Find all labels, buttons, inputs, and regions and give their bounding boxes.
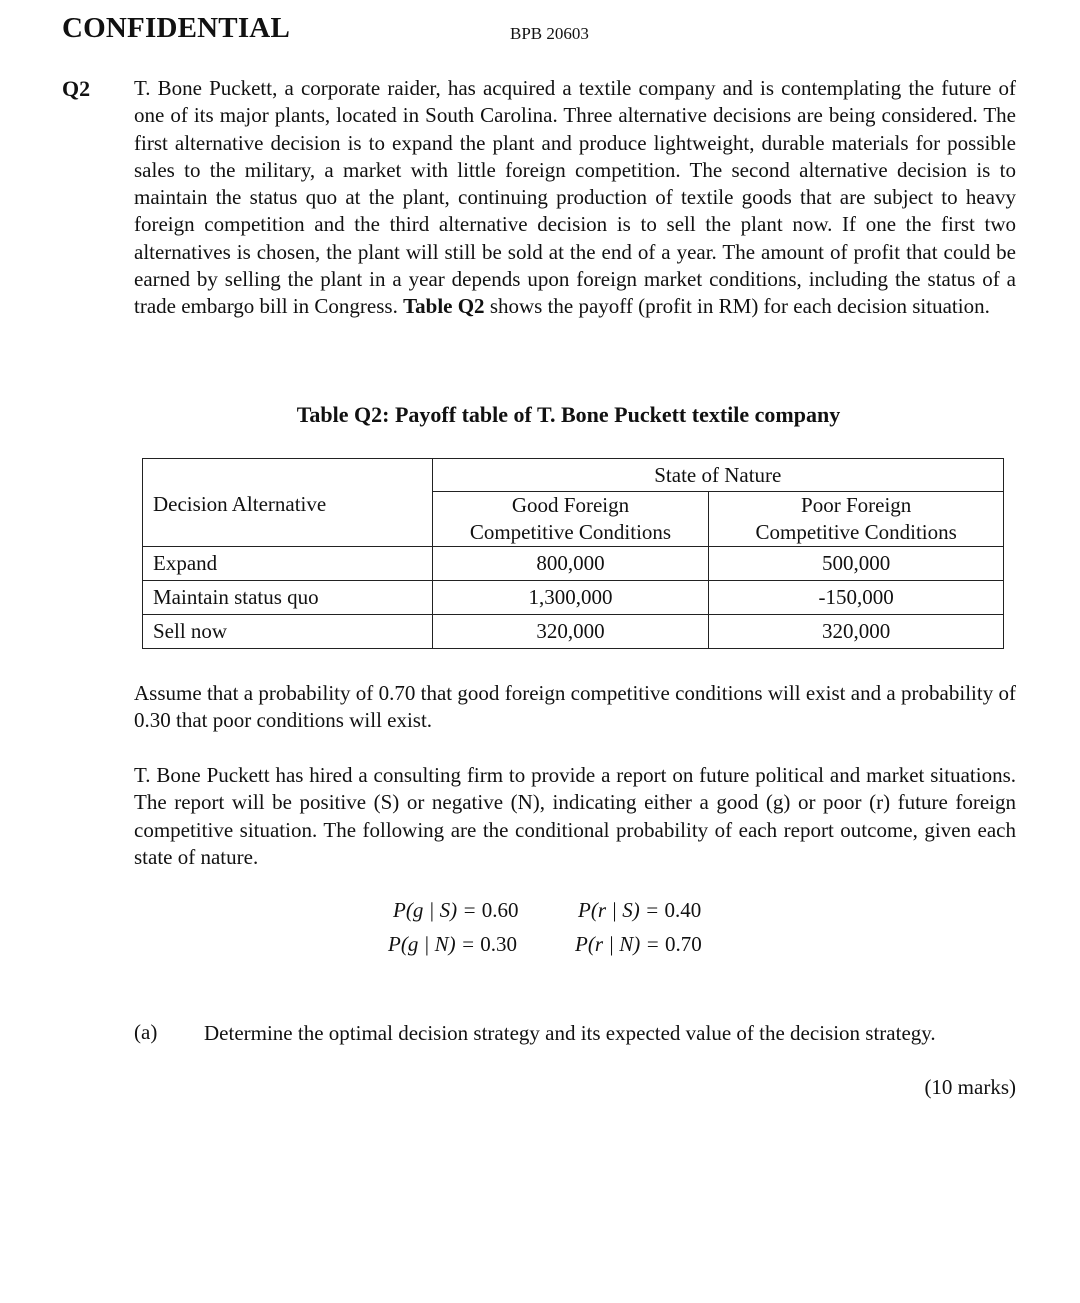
prob-value: 0.40 (664, 898, 702, 922)
prob-value: 0.60 (481, 898, 519, 922)
cell-good: 800,000 (432, 547, 709, 581)
cell-poor: 320,000 (709, 615, 1004, 649)
table-reference: Table Q2 (403, 294, 485, 319)
prob-expr: P(r | N) = (575, 932, 665, 956)
intro-text: T. Bone Puckett, a corporate raider, has acquired a textile company and is contemplating the future of one of its major plants, located in South Carolina. Three alternative decisions are being considered. The first alternative decision is to expand the plant and produce lightweight, durable materials for possible sales to the military, a market with little foreign competition. The second alternative decision is to maintain the status quo at the plant, continuing production of textile goods that are subject to heavy foreign competition and the third alternative decision is to sell the plant now. If one the first two alternatives is chosen, the plant will still be sold at the end of a year. The amount of profit that could be earned by selling the plant in a year depends upon foreign market conditions, including the status of a trade embargo bill in Congress. (134, 76, 1016, 319)
col-header-good (432, 492, 709, 547)
prob-expr: P(g | N) = (388, 932, 481, 956)
consulting-text: T. Bone Puckett has hired a consulting firm to provide a report on future political and market situations. The report will be positive (S) or negative (N), indicating either a good (g) or poor (r) future foreign competitive situation. The following are the conditional probability of each report outcome, given each state of nature. (134, 763, 1016, 869)
row-label: Sell now (143, 615, 433, 649)
table-caption: Table Q2: Payoff table of T. Bone Puckett textile company (296, 402, 841, 427)
prob-value: 0.30 (480, 932, 518, 956)
part-a-marks: (10 marks) (924, 1075, 1016, 1099)
row-label: Maintain status quo (143, 581, 433, 615)
course-code: BPB 20603 (510, 24, 589, 43)
assumption-text: Assume that a probability of 0.70 that good foreign competitive conditions will exist and a probability of 0.30 that poor conditions will exist. (134, 681, 1016, 733)
prob-g-given-S (393, 898, 519, 923)
prob-value: 0.70 (664, 932, 702, 956)
cell-good: 320,000 (432, 615, 709, 649)
confidential-label: CONFIDENTIAL (62, 12, 290, 44)
table-row (143, 581, 1004, 615)
question-intro (134, 75, 1016, 321)
intro-text-end: shows the payoff (profit in RM) for each decision situation. (489, 294, 990, 319)
prob-expr: P(g | S) = (393, 898, 482, 922)
table-row (143, 615, 1004, 649)
row-label: Expand (143, 547, 433, 581)
row-header: Decision Alternative (153, 492, 327, 516)
prob-g-given-N (388, 932, 517, 957)
cell-good: 1,300,000 (432, 581, 709, 615)
col-header-poor-line1: Poor Foreign (801, 493, 912, 517)
cell-poor: 500,000 (709, 547, 1004, 581)
question-number: Q2 (62, 76, 91, 101)
prob-r-given-S (578, 898, 701, 923)
state-of-nature-header: State of Nature (432, 459, 1003, 492)
col-header-good-line2: Competitive Conditions (469, 520, 672, 544)
prob-r-given-N (575, 932, 702, 957)
cell-poor: -150,000 (709, 581, 1004, 615)
table-row (143, 547, 1004, 581)
payoff-table (142, 458, 1004, 649)
part-a-label: (a) (134, 1020, 158, 1044)
col-header-poor (709, 492, 1004, 547)
part-a-text: Determine the optimal decision strategy and its expected value of the decision strategy. (204, 1021, 936, 1045)
col-header-poor-line2: Competitive Conditions (755, 520, 957, 544)
row-header-cell (143, 459, 433, 547)
col-header-good-line1: Good Foreign (511, 493, 630, 517)
prob-expr: P(r | S) = (578, 898, 665, 922)
